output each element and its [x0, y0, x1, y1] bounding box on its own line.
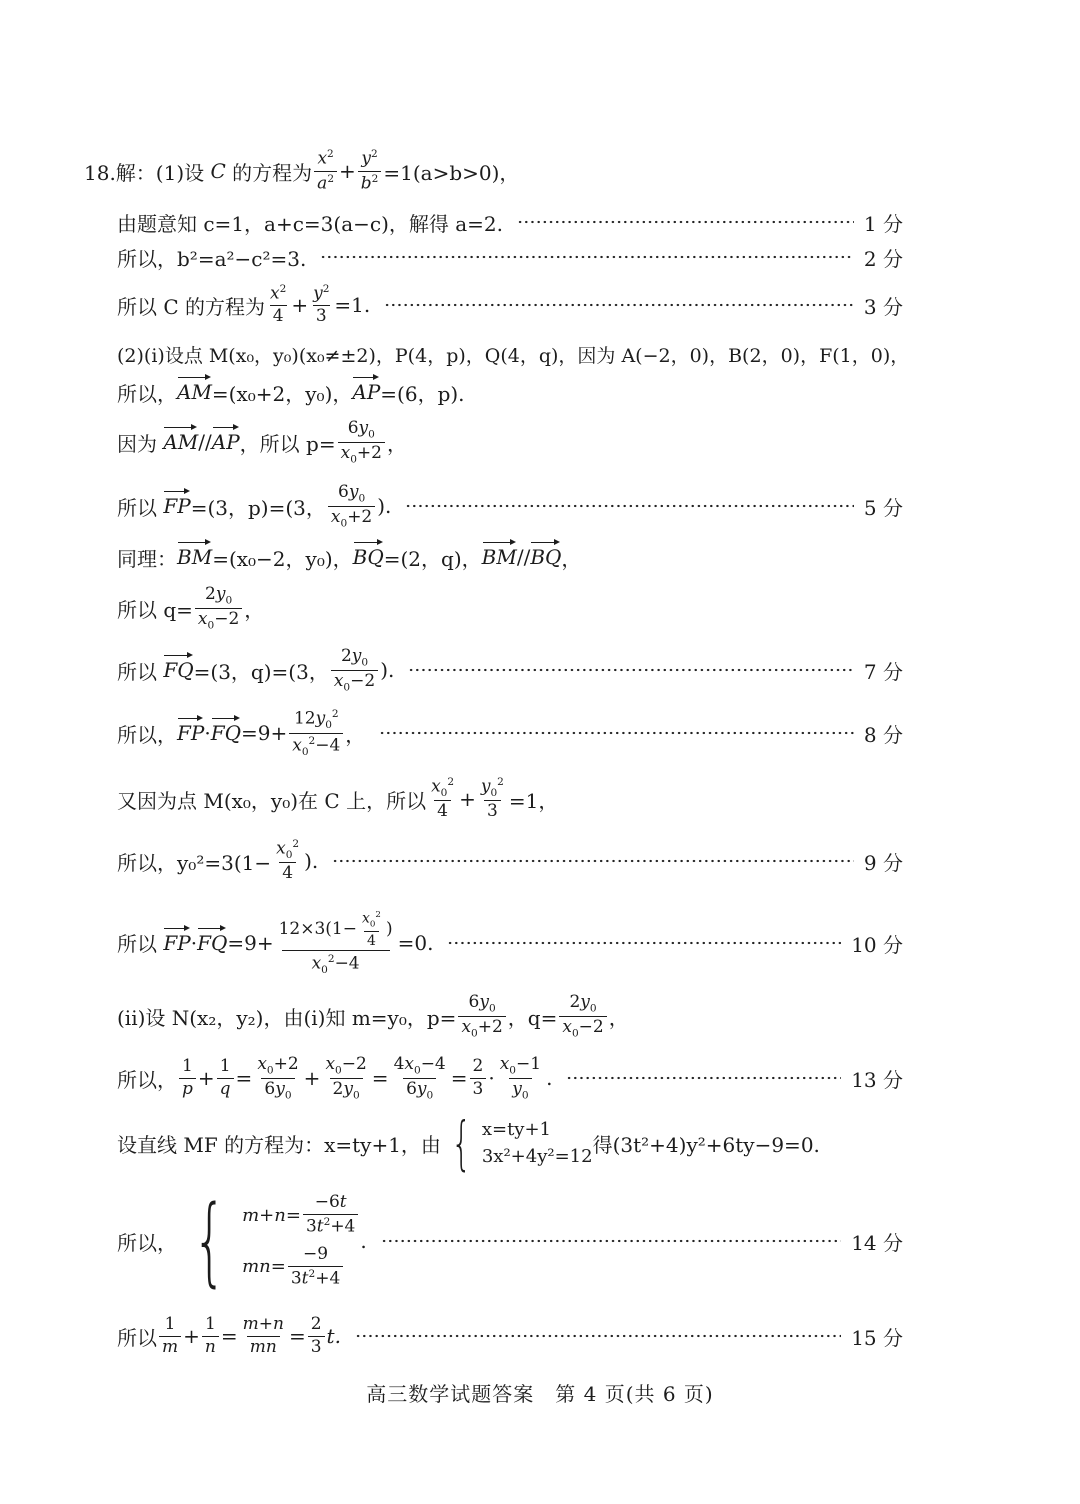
step-text: ). [377, 494, 392, 518]
step-text: 所以，b²=a²−c²=3. [117, 246, 307, 271]
leader-dots [332, 858, 854, 864]
frac-x2-4: $\frac{x^2}{4}$ [270, 283, 287, 327]
vector-ap: AP [352, 380, 381, 404]
step-line: 所以， $\frac{1}{p}$ + $\frac{1}{q}$ = $\frac{x_0+2}{6y_0}$ + $\frac{x_0-2}{2y_0}$ = $\frac{4x_0-4}{6y_0}$ = $\frac{2}{3}$ · $\frac{x_0-1}{y_0}$ . 13 分 [117, 1053, 903, 1101]
frac-4: $\frac{x_0-1}{y_0}$ [499, 1053, 542, 1101]
step-line [117, 582, 903, 634]
vector-fp: FP [177, 721, 205, 745]
step-text: =(6，p). [380, 381, 465, 406]
step-text: ，所以 p= [239, 431, 336, 456]
vector-fp: FP [163, 930, 191, 955]
step-text: =9+ [227, 930, 274, 955]
leader-dots [320, 254, 854, 260]
frac-dot-product: $\frac{12y_0^2}{x_0^2-4}$ [289, 708, 343, 757]
frac-x0sq-4: $\frac{x_0^2}{4}$ [431, 776, 455, 822]
step-line: 同理： BM =(x₀−2，y₀)， BQ =(2，q)， BM // BQ ， [117, 543, 903, 571]
score-label: 9 分 [863, 850, 903, 875]
step-line [117, 208, 903, 236]
step-text: ， [244, 597, 265, 622]
q18-mid: 的方程为 [232, 160, 313, 185]
vector-bq: BQ [352, 545, 384, 569]
frac-y2-b2: $\frac{y^2}{b^2}$ [358, 148, 382, 193]
step-text: =(3，p)=(3， [190, 495, 326, 520]
step-line [117, 834, 903, 888]
score-label: 7 分 [863, 659, 903, 684]
leader-dots [447, 940, 841, 946]
system-row: 3x²+4y²=12 [481, 1146, 593, 1167]
step-line [117, 340, 910, 368]
step-text: =(2，q)， [383, 546, 482, 571]
step-line [117, 1182, 903, 1300]
step-line [117, 480, 903, 532]
step-text: ， [345, 722, 366, 747]
vector-bm: BM [481, 545, 517, 569]
step-text: 所以 q= [117, 597, 193, 622]
score-label: 3 分 [863, 294, 903, 319]
step-line: 因为 AM // AP ，所以 p= $\frac{6y_0}{x_0+2}$ ， [117, 417, 407, 465]
step-text: 所以 [117, 1325, 157, 1350]
q18-line: 18.解：(1)设 C 的方程为 $\frac{x^2}{a^2}$ + $\frac{y^2}{b^2}$ =1(a>b>0)， [84, 148, 520, 194]
step-text: =9+ [240, 721, 288, 745]
step-line [117, 378, 903, 406]
step-text: 所以，y₀²=3(1− [117, 850, 272, 875]
step-text: 所以 [117, 659, 157, 684]
frac-3: $\frac{4x_0-4}{6y_0}$ [393, 1053, 446, 1101]
vector-am: AM [177, 380, 212, 404]
vector-fp: FP [163, 494, 191, 518]
step-text: =1. [334, 293, 371, 317]
frac-2-3: $\frac{2}{3}$ [470, 1057, 487, 1099]
step-line [117, 644, 903, 696]
frac-x0sq-4: $\frac{x_0^2}{4}$ [276, 838, 300, 884]
step-text: ，q= [507, 1005, 558, 1030]
vector-bm: BM [177, 545, 213, 569]
step-text: t. [326, 1324, 341, 1348]
system-row: m + n = $\frac{-6t}{3t^2+4}$ [242, 1193, 360, 1237]
frac-q: $\frac{2y_0}{x_0-2}$ [559, 993, 606, 1039]
frac-1-p: $\frac{1}{p}$ [179, 1057, 196, 1099]
step-line [117, 1109, 903, 1177]
step-text: =1， [508, 788, 559, 813]
frac-p: $\frac{6y_0}{x_0+2}$ [338, 419, 385, 465]
step-text: . [360, 1229, 367, 1253]
page-footer: 高三数学试题答案 第 4 页(共 6 页) [366, 1382, 714, 1406]
leader-dots [405, 503, 853, 509]
step-text: 所以， [117, 381, 177, 406]
step-text: 所以 C 的方程为 [117, 294, 266, 319]
score-label: 15 分 [851, 1325, 903, 1350]
step-text: 所以， [117, 1067, 177, 1092]
leader-dots [379, 730, 854, 736]
frac-2-3: $\frac{2}{3}$ [308, 1315, 325, 1357]
leader-dots [384, 302, 854, 308]
equation-system [443, 1109, 593, 1177]
score-label: 13 分 [851, 1067, 903, 1092]
frac-x2-a2: $\frac{x^2}{a^2}$ [314, 148, 337, 193]
leader-dots [355, 1333, 841, 1339]
frac-substitution: 12×3(1− $\frac{x_0^2}{4}$ ) $x_0^2-4$ [278, 910, 393, 976]
step-text: (ii)设 N(x₂，y₂)，由(i)知 m=y₀，p= [117, 1005, 457, 1030]
frac-q: $\frac{2y_0}{x_0-2}$ [195, 585, 242, 631]
score-label: 2 分 [863, 246, 903, 271]
step-text: =(3，q)=(3， [193, 659, 329, 684]
score-label: 1 分 [863, 211, 903, 236]
frac-1: $\frac{x_0+2}{6y_0}$ [257, 1053, 299, 1101]
brace-icon: { [192, 1185, 227, 1297]
score-label: 5 分 [863, 495, 903, 520]
step-text: 所以， [117, 722, 177, 747]
step-line: 所以 FP · FQ =9+ 12×3(1− $\frac{x_0^2}{4}$ ) $x_0^2-4$ =0. 10 分 [117, 910, 903, 976]
frac-y0sq-3: $\frac{y_0^2}{3}$ [480, 776, 504, 822]
frac-y2-3: $\frac{y^2}{3}$ [313, 283, 330, 327]
step-text: 因为 [117, 431, 157, 456]
leader-dots [566, 1075, 841, 1081]
step-line [117, 990, 903, 1042]
step-text: ， [608, 1005, 629, 1030]
step-text: 同理： [117, 546, 177, 571]
step-text: 设直线 MF 的方程为：x=ty+1，由 [117, 1132, 441, 1157]
q18-tail: =1(a>b>0)， [383, 160, 520, 185]
frac-p: $\frac{6y_0}{x_0+2}$ [458, 993, 505, 1039]
var-c: C [204, 159, 233, 183]
vector-fq: FQ [197, 930, 228, 955]
step-text: (2)(i)设点 M(x₀，y₀)(x₀≠±2)，P(4，p)，Q(4，q)，因为 A(−2，0)，B(2，0)，F(1，0)， [117, 344, 910, 367]
score-label: 14 分 [851, 1230, 903, 1255]
step-text: 所以， [117, 1230, 177, 1255]
vector-fq: FQ [210, 721, 241, 745]
q18-prefix: 18.解：(1)设 [84, 160, 205, 185]
step-text: 又因为点 M(x₀，y₀)在 C 上，所以 [117, 788, 427, 813]
step-text: ). [380, 658, 395, 682]
frac-2: $\frac{x_0-2}{2y_0}$ [325, 1053, 367, 1101]
vieta-system [179, 1185, 360, 1297]
leader-dots [408, 667, 854, 673]
step-text: =(x₀−2，y₀)， [212, 546, 353, 571]
frac-q: $\frac{2y_0}{x_0-2}$ [331, 647, 378, 693]
step-line: 又因为点 M(x₀，y₀)在 C 上，所以 $\frac{x_0^2}{4}$ + $\frac{y_0^2}{3}$ =1， [117, 776, 559, 822]
frac-sum-prod: $\frac{m+n}{mn}$ [242, 1313, 284, 1357]
step-line [117, 243, 903, 271]
step-text: ). [304, 849, 319, 873]
step-text: 由题意知 c=1，a+c=3(a−c)，解得 a=2. [117, 211, 504, 236]
step-text: =(x₀+2，y₀)， [211, 381, 353, 406]
step-text: 所以 [117, 932, 157, 957]
score-label: 10 分 [851, 932, 903, 957]
step-line: 所以 C 的方程为 $\frac{x^2}{4}$ + $\frac{y^2}{3}$ =1. 3 分 [117, 283, 903, 327]
system-row: mn = $\frac{-9}{3t^2+4}$ [242, 1245, 360, 1289]
leader-dots [381, 1238, 841, 1244]
frac-1-m: $\frac{1}{m}$ [159, 1315, 181, 1357]
vector-ap: AP [211, 430, 240, 454]
step-text: ， [386, 431, 407, 456]
frac-1-n: $\frac{1}{n}$ [202, 1315, 219, 1357]
vector-bq: BQ [530, 545, 562, 569]
vector-am: AM [163, 430, 199, 454]
brace-icon: { [451, 1109, 472, 1177]
step-line: 所以 $\frac{1}{m}$ + $\frac{1}{n}$ = $\frac{m+n}{mn}$ = $\frac{2}{3}$ t. 15 分 [117, 1313, 903, 1357]
step-text: 得(3t²+4)y²+6ty−9=0. [592, 1132, 820, 1157]
vector-fq: FQ [163, 658, 194, 682]
step-line: 所以， FP · FQ =9+ $\frac{12y_0^2}{x_0^2-4}$ ， 8 分 [117, 708, 903, 758]
score-label: 8 分 [863, 722, 903, 747]
system-row: x=ty+1 [481, 1119, 552, 1140]
step-text: 所以 [117, 495, 157, 520]
step-text: =0. [397, 930, 434, 955]
frac-p: $\frac{6y_0}{x_0+2}$ [328, 483, 375, 529]
leader-dots [517, 219, 854, 225]
frac-1-q: $\frac{1}{q}$ [217, 1057, 234, 1099]
